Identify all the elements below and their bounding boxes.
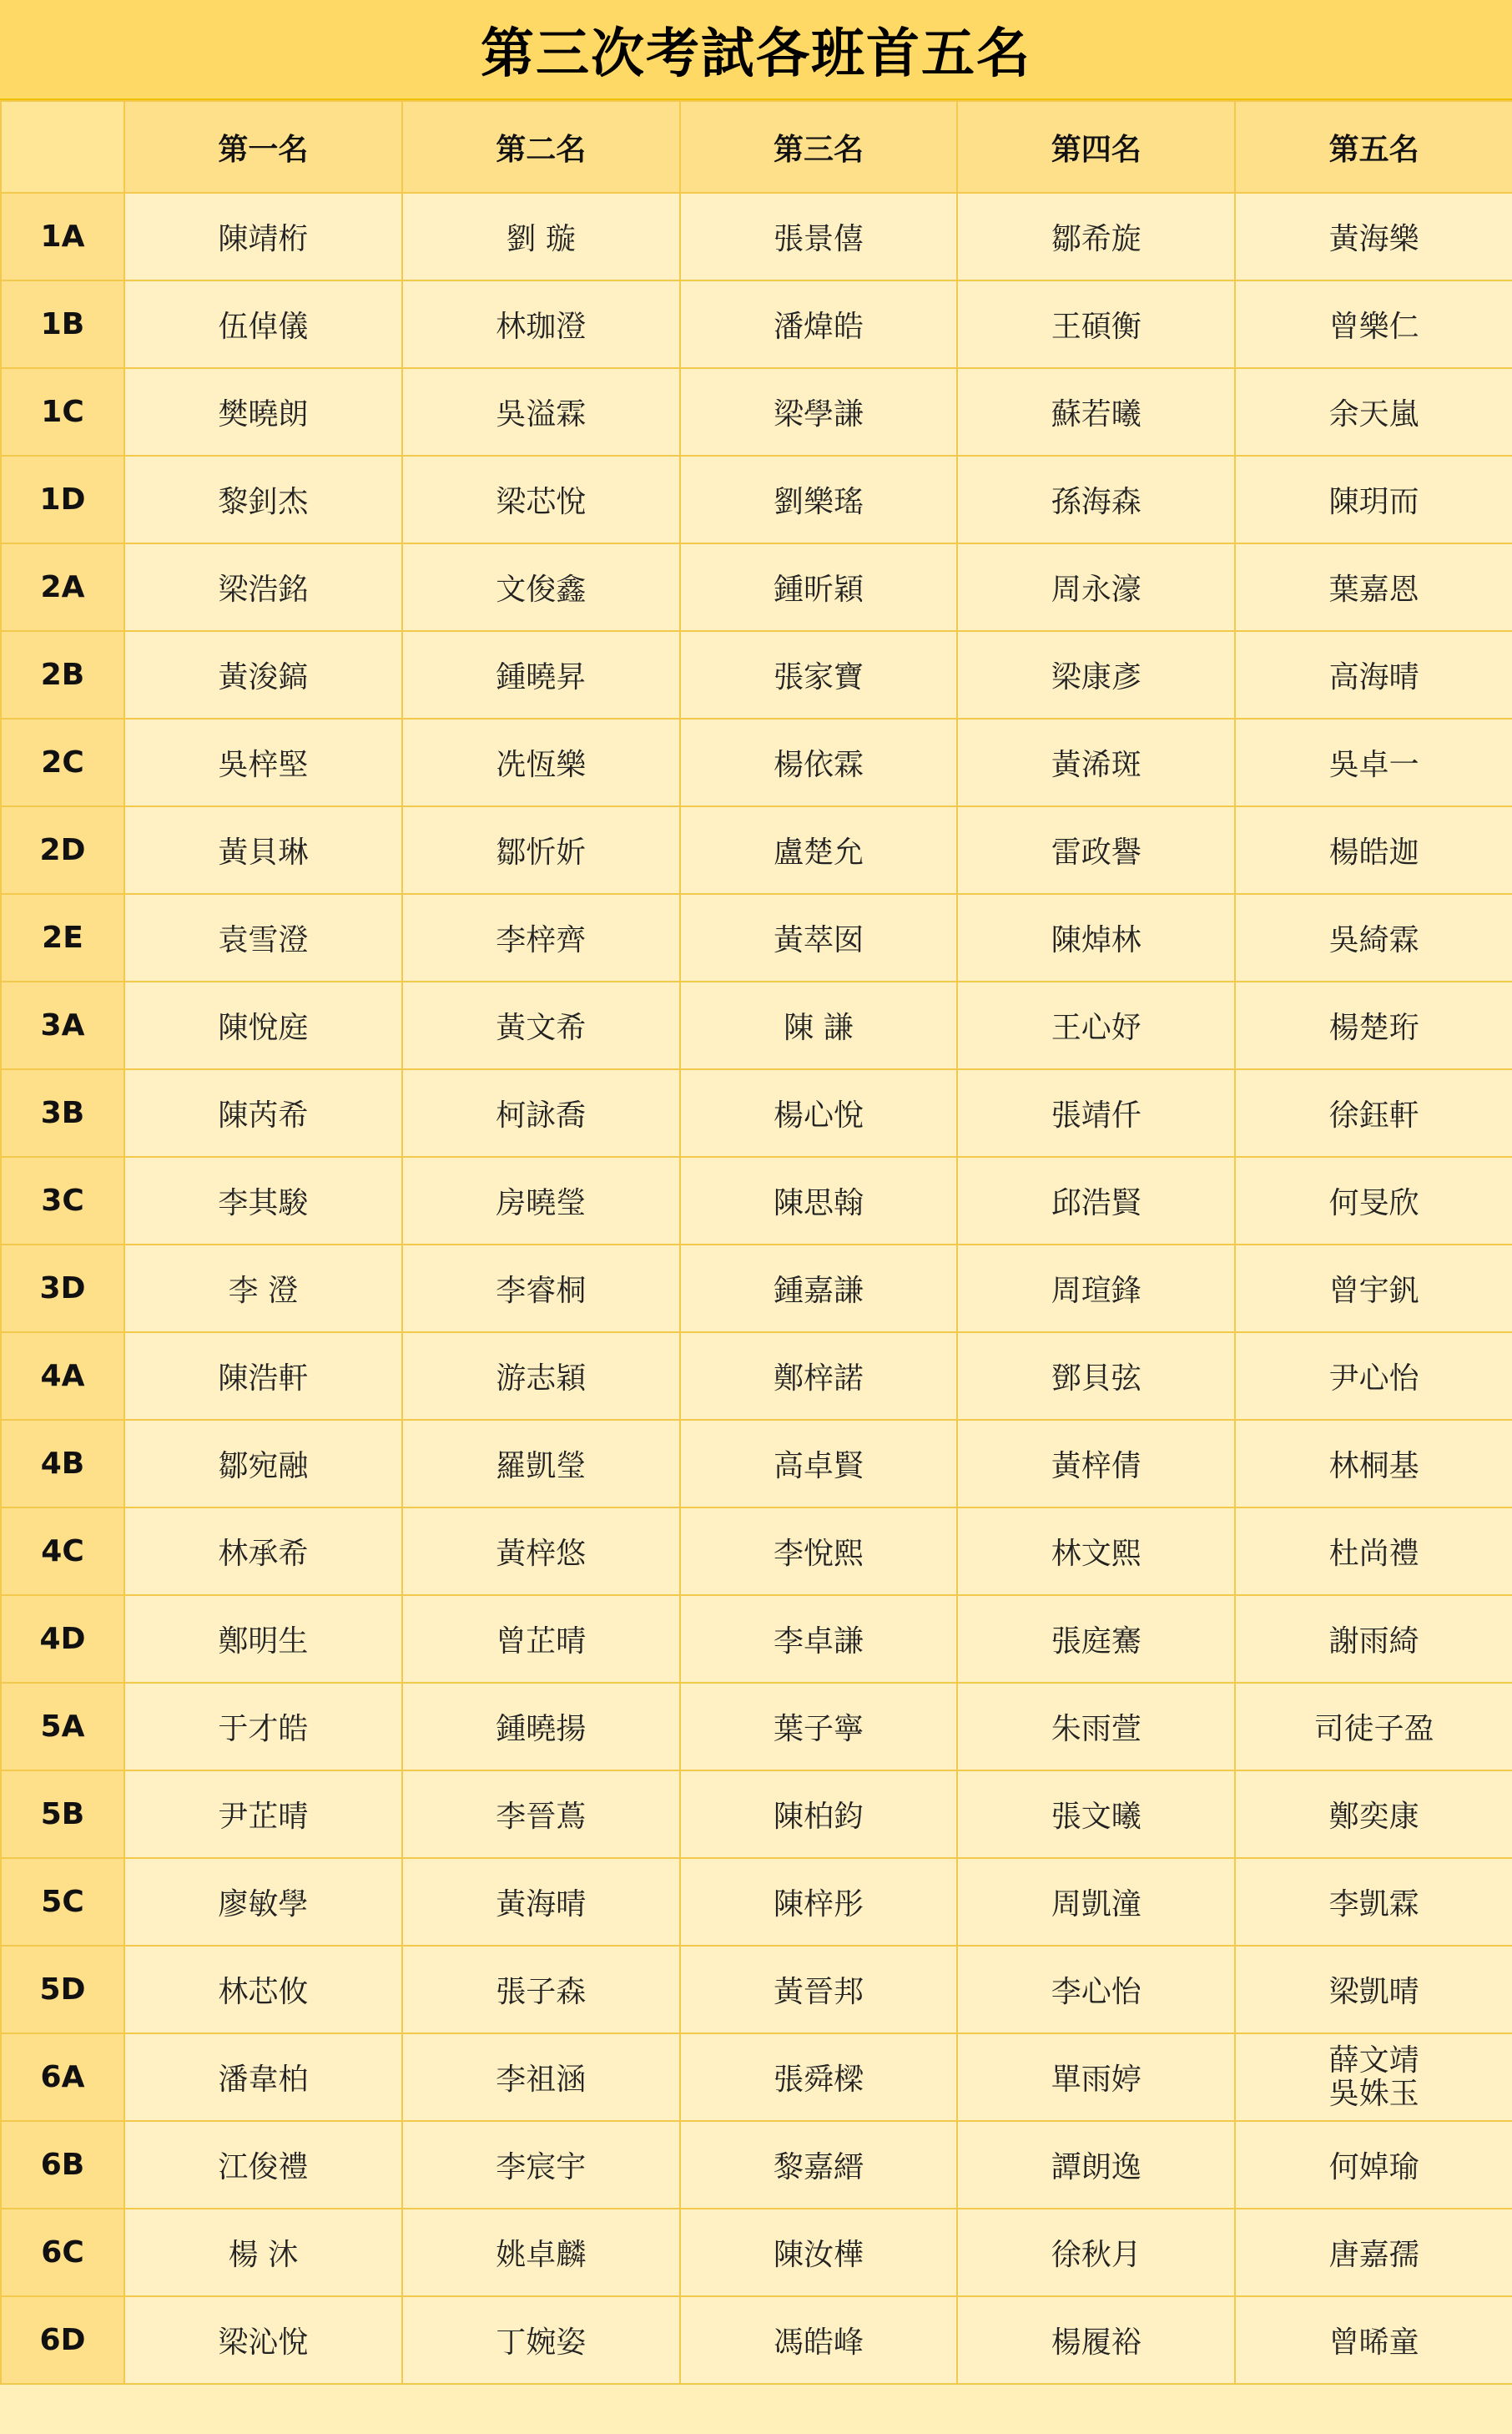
rank-2-name: 游志穎 [402, 1332, 680, 1420]
rank-3-name: 葉子寧 [680, 1683, 958, 1770]
rank-4-name: 王碩衡 [957, 280, 1235, 368]
rank-3-name: 李悅熙 [680, 1507, 958, 1595]
table-row [1, 2121, 1512, 2209]
class-label: 5A [1, 1683, 124, 1770]
rank-5-name-line-1: 薛文靖 [1328, 2043, 1419, 2078]
class-label: 1D [1, 456, 124, 543]
rank-4-name: 朱雨萱 [957, 1683, 1235, 1770]
rank-4-name: 周永濠 [957, 543, 1235, 631]
table-row [1, 2033, 1512, 2121]
rank-4-name: 單雨婷 [957, 2033, 1235, 2121]
rank-2-name: 吳溢霖 [402, 368, 680, 456]
rank-1-name: 吳梓堅 [124, 719, 402, 806]
rank-2-name: 鄒忻妡 [402, 806, 680, 894]
class-label: 6D [1, 2296, 124, 2384]
class-label: 3A [1, 982, 124, 1069]
table-row [1, 1245, 1512, 1332]
rank-1-name: 袁雪澄 [124, 894, 402, 982]
rank-2-name: 劉 璇 [402, 193, 680, 280]
rank-2-name: 羅凱瑩 [402, 1420, 680, 1507]
rank-5-name: 曾宇釩 [1235, 1245, 1512, 1332]
rank-2-name: 黃海晴 [402, 1858, 680, 1946]
rank-1-name: 黎釗杰 [124, 456, 402, 543]
rank-3-name: 梁學謙 [680, 368, 958, 456]
header-row [1, 101, 1512, 193]
rank-1-name: 李 澄 [124, 1245, 402, 1332]
rank-1-name: 黃貝琳 [124, 806, 402, 894]
rank-5-name: 曾樂仁 [1235, 280, 1512, 368]
rank-1-name: 江俊禮 [124, 2121, 402, 2209]
table-row [1, 456, 1512, 543]
rank-5-name-line-2: 吳姝玉 [1328, 2076, 1419, 2111]
rank-2-name: 林珈澄 [402, 280, 680, 368]
rank-5-name: 何婥瑜 [1235, 2121, 1512, 2209]
rank-1-name: 李其駿 [124, 1157, 402, 1245]
table-row [1, 2296, 1512, 2384]
rank-1-name: 鄒宛融 [124, 1420, 402, 1507]
rank-4-name: 雷政譽 [957, 806, 1235, 894]
rank-3-name: 陳 謙 [680, 982, 958, 1069]
rank-5-name: 尹心怡 [1235, 1332, 1512, 1420]
class-label: 2C [1, 719, 124, 806]
rank-5-name: 鄭奕康 [1235, 1770, 1512, 1858]
rank-5-name: 吳綺霖 [1235, 894, 1512, 982]
rank-3-name: 潘煒皓 [680, 280, 958, 368]
class-label: 3D [1, 1245, 124, 1332]
class-label: 4B [1, 1420, 124, 1507]
rank-1-name: 于才皓 [124, 1683, 402, 1770]
rank-3-name: 張舜樑 [680, 2033, 958, 2121]
rank-5-name: 余天嵐 [1235, 368, 1512, 456]
class-label: 6B [1, 2121, 124, 2209]
rank-5-name: 謝雨綺 [1235, 1595, 1512, 1683]
rank-2-name: 冼恆樂 [402, 719, 680, 806]
table-body [1, 193, 1512, 2384]
rank-5-name: 林桐基 [1235, 1420, 1512, 1507]
rank-1-name: 林承希 [124, 1507, 402, 1595]
rank-2-name: 柯詠喬 [402, 1069, 680, 1157]
table-row [1, 368, 1512, 456]
rank-3-name: 黃晉邦 [680, 1946, 958, 2033]
rank-3-name: 陳柏鈞 [680, 1770, 958, 1858]
rank-1-name: 潘韋柏 [124, 2033, 402, 2121]
rank-3-name: 楊依霖 [680, 719, 958, 806]
class-label: 4A [1, 1332, 124, 1420]
table-row [1, 543, 1512, 631]
rank-5-name: 徐鈺軒 [1235, 1069, 1512, 1157]
rank-2-name: 房曉瑩 [402, 1157, 680, 1245]
rank-5-name: 梁凱晴 [1235, 1946, 1512, 2033]
class-label: 2A [1, 543, 124, 631]
rank-4-name: 林文熙 [957, 1507, 1235, 1595]
rank-5-name [1235, 2033, 1512, 2121]
rank-3-name: 黎嘉縉 [680, 2121, 958, 2209]
rank-3-name: 楊心悅 [680, 1069, 958, 1157]
rank-2-name: 李祖涵 [402, 2033, 680, 2121]
rank-2-name: 文俊鑫 [402, 543, 680, 631]
header-corner [1, 101, 124, 193]
rank-3-name: 李卓謙 [680, 1595, 958, 1683]
rank-5-name: 楊皓迦 [1235, 806, 1512, 894]
rank-3-name: 鍾嘉謙 [680, 1245, 958, 1332]
table-row [1, 631, 1512, 719]
rank-4-name: 邱浩賢 [957, 1157, 1235, 1245]
table-row [1, 1858, 1512, 1946]
rank-1-name: 林芯攸 [124, 1946, 402, 2033]
rank-1-name: 陳悅庭 [124, 982, 402, 1069]
rank-4-name: 黃浠斑 [957, 719, 1235, 806]
rank-5-name: 葉嘉恩 [1235, 543, 1512, 631]
rank-4-name: 譚朗逸 [957, 2121, 1235, 2209]
rank-2-name: 黃文希 [402, 982, 680, 1069]
rank-2-name: 張子森 [402, 1946, 680, 2033]
class-label: 2D [1, 806, 124, 894]
class-label: 4D [1, 1595, 124, 1683]
class-label: 1C [1, 368, 124, 456]
rank-3-name: 馮皓峰 [680, 2296, 958, 2384]
class-label: 2B [1, 631, 124, 719]
rank-4-name: 鄧貝弦 [957, 1332, 1235, 1420]
rank-5-name: 杜尚禮 [1235, 1507, 1512, 1595]
rank-2-name: 曾芷晴 [402, 1595, 680, 1683]
rank-5-name: 吳卓一 [1235, 719, 1512, 806]
header-rank-5: 第五名 [1235, 101, 1512, 193]
rank-5-name: 李凱霖 [1235, 1858, 1512, 1946]
rank-1-name: 楊 沐 [124, 2209, 402, 2296]
header-rank-3: 第三名 [680, 101, 958, 193]
page-title: 第三次考試各班首五名 [481, 23, 1031, 85]
table-row [1, 193, 1512, 280]
rank-4-name: 蘇若曦 [957, 368, 1235, 456]
rank-1-name: 黃浚鎬 [124, 631, 402, 719]
rank-5-name: 曾晞童 [1235, 2296, 1512, 2384]
rank-1-name: 尹芷晴 [124, 1770, 402, 1858]
rank-4-name: 周瑄鋒 [957, 1245, 1235, 1332]
table-row [1, 1507, 1512, 1595]
table-row [1, 1069, 1512, 1157]
rank-3-name: 鍾昕穎 [680, 543, 958, 631]
header-rank-1: 第一名 [124, 101, 402, 193]
rank-5-name: 黃海樂 [1235, 193, 1512, 280]
rank-3-name: 高卓賢 [680, 1420, 958, 1507]
class-label: 6A [1, 2033, 124, 2121]
rank-3-name: 張家寶 [680, 631, 958, 719]
rank-1-name: 陳浩軒 [124, 1332, 402, 1420]
class-label: 5D [1, 1946, 124, 2033]
rank-3-name: 陳汝樺 [680, 2209, 958, 2296]
rank-3-name: 黃萃囡 [680, 894, 958, 982]
table-row [1, 719, 1512, 806]
rank-2-name: 黃梓悠 [402, 1507, 680, 1595]
class-label: 3C [1, 1157, 124, 1245]
class-label: 1B [1, 280, 124, 368]
rank-4-name: 張庭騫 [957, 1595, 1235, 1683]
rank-1-name: 鄭明生 [124, 1595, 402, 1683]
rank-3-name: 盧楚允 [680, 806, 958, 894]
rank-4-name: 梁康彥 [957, 631, 1235, 719]
class-label: 4C [1, 1507, 124, 1595]
rank-2-name: 李梓齊 [402, 894, 680, 982]
header-rank-4: 第四名 [957, 101, 1235, 193]
rank-5-name: 司徒子盈 [1235, 1683, 1512, 1770]
rank-1-name: 伍倬儀 [124, 280, 402, 368]
rank-2-name: 姚卓麟 [402, 2209, 680, 2296]
rank-5-name: 何旻欣 [1235, 1157, 1512, 1245]
rank-1-name: 陳靖桁 [124, 193, 402, 280]
rank-2-name: 鍾曉揚 [402, 1683, 680, 1770]
rank-1-name: 廖敏學 [124, 1858, 402, 1946]
class-label: 6C [1, 2209, 124, 2296]
table-row [1, 280, 1512, 368]
rank-4-name: 王心妤 [957, 982, 1235, 1069]
rank-2-name: 李晉蔦 [402, 1770, 680, 1858]
table-row [1, 894, 1512, 982]
rank-4-name: 楊履裕 [957, 2296, 1235, 2384]
class-label: 5C [1, 1858, 124, 1946]
rank-4-name: 鄒希旋 [957, 193, 1235, 280]
rank-3-name: 陳梓彤 [680, 1858, 958, 1946]
rank-2-name: 鍾曉昇 [402, 631, 680, 719]
title-bar [0, 0, 1512, 100]
class-label: 2E [1, 894, 124, 982]
table-row [1, 806, 1512, 894]
rank-1-name: 梁浩銘 [124, 543, 402, 631]
rank-5-name: 楊楚珩 [1235, 982, 1512, 1069]
rank-3-name: 陳思翰 [680, 1157, 958, 1245]
ranking-table [0, 100, 1512, 2385]
table-row [1, 1157, 1512, 1245]
rank-4-name: 李心怡 [957, 1946, 1235, 2033]
rank-5-name: 陳玥而 [1235, 456, 1512, 543]
table-row [1, 1332, 1512, 1420]
rank-5-name: 高海晴 [1235, 631, 1512, 719]
table-row [1, 1595, 1512, 1683]
rank-3-name: 鄭梓諾 [680, 1332, 958, 1420]
rank-1-name: 梁沁悅 [124, 2296, 402, 2384]
rank-4-name: 徐秋月 [957, 2209, 1235, 2296]
rank-4-name: 周凱潼 [957, 1858, 1235, 1946]
rank-4-name: 陳焯林 [957, 894, 1235, 982]
class-label: 1A [1, 193, 124, 280]
rank-5-name: 唐嘉孺 [1235, 2209, 1512, 2296]
rank-4-name: 孫海森 [957, 456, 1235, 543]
rank-2-name: 李睿桐 [402, 1245, 680, 1332]
table-row [1, 1683, 1512, 1770]
rank-4-name: 張文曦 [957, 1770, 1235, 1858]
rank-4-name: 張靖仟 [957, 1069, 1235, 1157]
rank-2-name: 李宸宇 [402, 2121, 680, 2209]
rank-2-name: 丁婉姿 [402, 2296, 680, 2384]
class-label: 3B [1, 1069, 124, 1157]
table-row [1, 1420, 1512, 1507]
header-rank-2: 第二名 [402, 101, 680, 193]
rank-2-name: 梁芯悅 [402, 456, 680, 543]
class-label: 5B [1, 1770, 124, 1858]
table-row [1, 2209, 1512, 2296]
table-row [1, 1946, 1512, 2033]
rank-3-name: 劉樂瑤 [680, 456, 958, 543]
rank-4-name: 黃梓倩 [957, 1420, 1235, 1507]
table-row [1, 982, 1512, 1069]
rank-1-name: 陳芮希 [124, 1069, 402, 1157]
rank-1-name: 樊曉朗 [124, 368, 402, 456]
table-row [1, 1770, 1512, 1858]
rank-3-name: 張景僖 [680, 193, 958, 280]
